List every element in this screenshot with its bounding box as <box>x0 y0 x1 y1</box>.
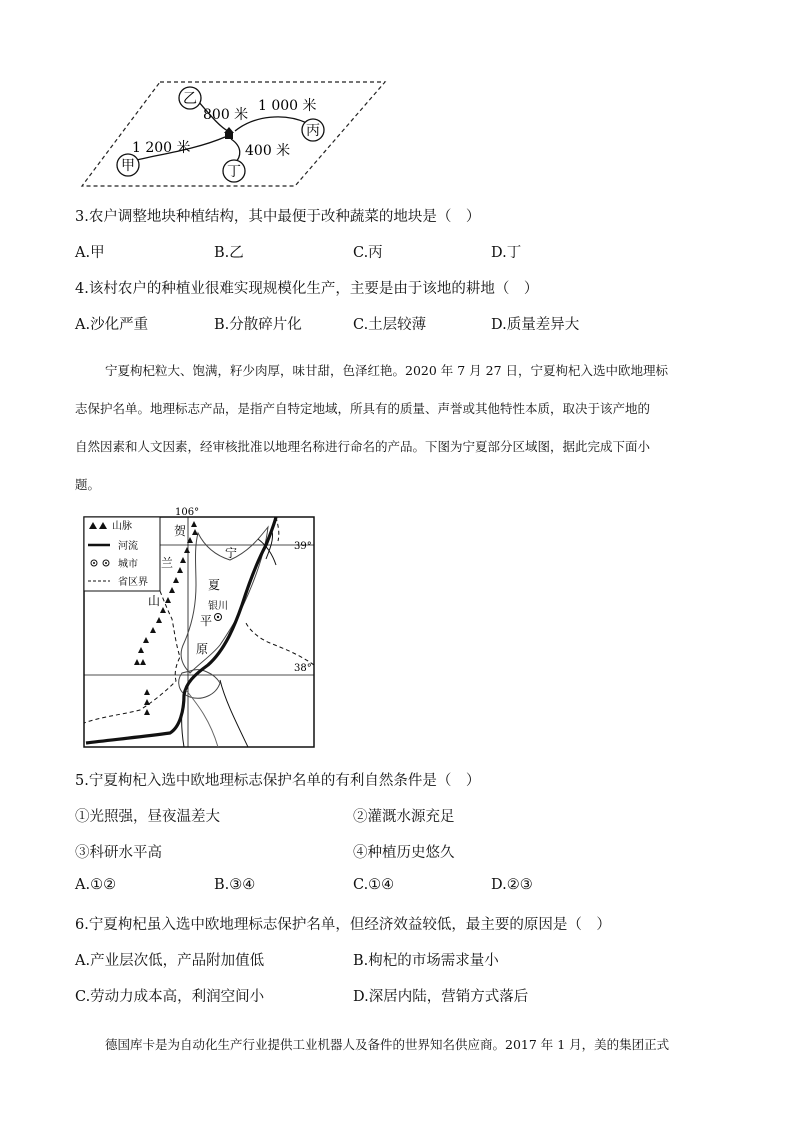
distance-ding: 400 米 <box>245 143 291 159</box>
passage-goji-line: 自然因素和人文因素，经审核批准以地理名称进行命名的产品。下图为宁夏部分区域图，据此完成下面小 <box>75 439 651 454</box>
q5-item-4: ④种植历史悠久 <box>353 845 455 861</box>
plot-jia: 甲 <box>121 158 135 174</box>
q5-item-3: ③科研水平高 <box>75 845 162 861</box>
passage-kuka <box>75 1026 720 1064</box>
q3-option-c[interactable]: C.丙 <box>353 245 383 261</box>
question-6-stem: 6.宁夏枸杞虽入选中欧地理标志保护名单，但经济效益较低，最主要的原因是（ ） <box>75 917 611 933</box>
q6-option-c[interactable]: C.劳动力成本高，利润空间小 <box>75 989 265 1005</box>
plain-char-ping: 平 <box>200 614 213 628</box>
legend-river: 河流 <box>118 541 138 552</box>
q3-option-b[interactable]: B.乙 <box>214 245 244 261</box>
village-plots-figure <box>75 75 395 193</box>
city-yinchuan: 银川 <box>208 601 228 612</box>
q5-option-b[interactable]: B.③④ <box>214 877 256 893</box>
q5-item-1: ①光照强，昼夜温差大 <box>75 809 220 825</box>
plot-bing: 丙 <box>306 123 320 139</box>
plot-ding: 丁 <box>227 164 241 180</box>
legend-city: 城市 <box>118 559 138 570</box>
question-5-stem: 5.宁夏枸杞入选中欧地理标志保护名单的有利自然条件是（ ） <box>75 773 481 789</box>
latitude-39-label: 39° <box>294 541 312 552</box>
q3-option-a[interactable]: A.甲 <box>75 245 105 261</box>
q6-option-d[interactable]: D.深居内陆，营销方式落后 <box>353 989 529 1005</box>
longitude-label: 106° <box>175 507 200 518</box>
question-4-stem: 4.该村农户的种植业很难实现规模化生产，主要是由于该地的耕地（ ） <box>75 281 539 297</box>
q4-option-b[interactable]: B.分散碎片化 <box>214 317 302 333</box>
q4-option-c[interactable]: C.土层较薄 <box>353 317 427 333</box>
passage-goji-line: 题。 <box>75 477 101 492</box>
q5-option-d[interactable]: D.②③ <box>491 877 533 893</box>
q6-option-b[interactable]: B.枸杞的市场需求量小 <box>353 953 499 969</box>
passage-goji-line: 志保护名单。地理标志产品，是指产自特定地域，所具有的质量、声誉或其他特性本质，取决于该产地的 <box>75 401 651 416</box>
distance-bing: 1 000 米 <box>258 98 317 114</box>
q5-option-a[interactable]: A.①② <box>75 877 117 893</box>
mountain-char-shan: 山 <box>148 594 161 608</box>
plain-char-xia: 夏 <box>208 578 221 592</box>
q3-option-d[interactable]: D.丁 <box>491 245 522 261</box>
latitude-38-label: 38° <box>294 663 312 674</box>
mountain-char-he: 贺 <box>174 524 187 538</box>
passage-goji <box>75 352 720 504</box>
question-3-stem: 3.农户调整地块种植结构，其中最便于改种蔬菜的地块是（ ） <box>75 209 481 225</box>
q5-item-2: ②灌溉水源充足 <box>353 809 455 825</box>
plot-yi: 乙 <box>183 91 197 107</box>
ningxia-map <box>80 505 320 750</box>
distance-yi: 800 米 <box>203 107 249 123</box>
plain-char-ning: 宁 <box>225 546 238 560</box>
passage-goji-line: 宁夏枸杞粒大、饱满，籽少肉厚，味甘甜，色泽红艳。2020 年 7 月 27 日，宁夏枸杞入选中欧地理标 <box>105 363 669 378</box>
q6-option-a[interactable]: A.产业层次低，产品附加值低 <box>75 953 265 969</box>
q4-option-d[interactable]: D.质量差异大 <box>491 317 580 333</box>
distance-jia: 1 200 米 <box>132 140 191 156</box>
q5-option-c[interactable]: C.①④ <box>353 877 395 893</box>
passage-kuka-line: 德国库卡是为自动化生产行业提供工业机器人及备件的世界知名供应商。2017 年 1 月，美的集团正式 <box>105 1037 670 1052</box>
legend-mountain: 山脉 <box>112 521 132 532</box>
legend-boundary: 省区界 <box>118 577 148 588</box>
mountain-char-lan: 兰 <box>161 556 174 570</box>
yinchuan-city-icon <box>215 614 222 621</box>
q4-option-a[interactable]: A.沙化严重 <box>75 317 149 333</box>
plain-char-yuan: 原 <box>196 642 209 656</box>
